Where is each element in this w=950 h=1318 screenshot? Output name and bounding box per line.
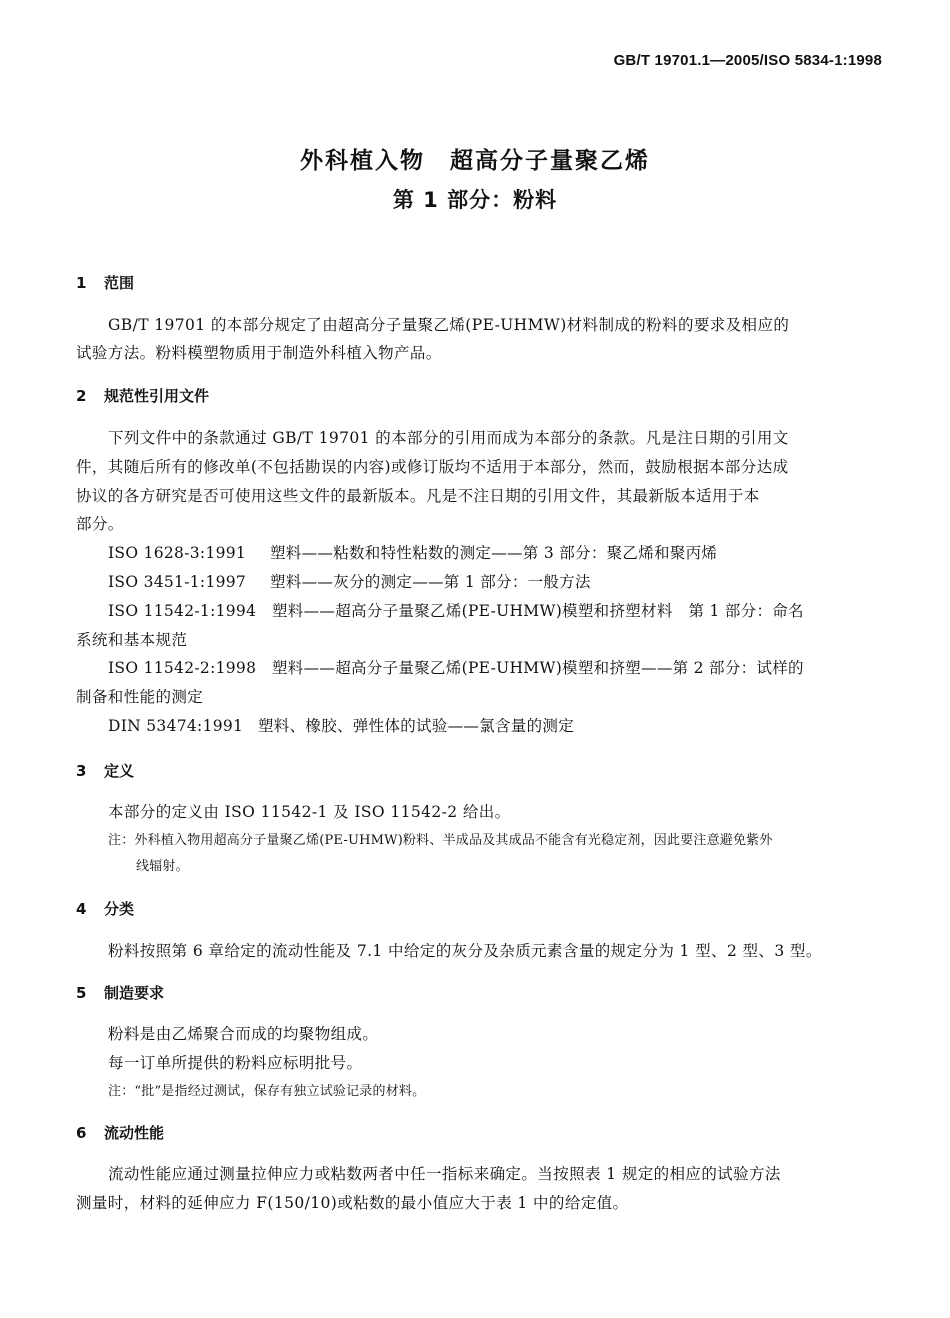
section-heading-6 <box>76 1122 164 1143</box>
note-line: 注：外科植入物用超高分子量聚乙烯(PE-UHMW)粉料、半成品及其成品不能含有光稳定剂，因此要注意避免紫外 <box>108 833 773 848</box>
paragraph-line: 本部分的定义由 ISO 11542-1 及 ISO 11542-2 给出。 <box>108 803 511 821</box>
paragraph-line: 件，其随后所有的修改单(不包括勘误的内容)或修订版均不适用于本部分，然而，鼓励根据本部分达成 <box>76 458 789 476</box>
paragraph-line: GB/T 19701 的本部分规定了由超高分子量聚乙烯(PE-UHMW)材料制成的粉料的要求及相应的 <box>108 316 790 334</box>
reference-title: 塑料——超高分子量聚乙烯(PE-UHMW)模塑和挤塑材料 第 1 部分：命名 <box>272 602 804 620</box>
paragraph-line: 协议的各方研究是否可使用这些文件的最新版本。凡是不注日期的引用文件，其最新版本适用于本 <box>76 487 760 505</box>
paragraph-line: 试验方法。粉料模塑物质用于制造外科植入物产品。 <box>76 344 442 362</box>
reference-item <box>108 656 804 678</box>
section-number: 5 <box>76 984 87 1002</box>
section-heading-2 <box>76 385 209 406</box>
reference-title: 塑料——粘数和特性粘数的测定——第 3 部分：聚乙烯和聚丙烯 <box>270 544 718 562</box>
paragraph-line: 粉料是由乙烯聚合而成的均聚物组成。 <box>108 1025 379 1043</box>
reference-code: ISO 11542-1:1994 <box>108 602 257 620</box>
section-title: 分类 <box>104 900 135 918</box>
section-number: 3 <box>76 762 87 780</box>
paragraph-line: 每一订单所提供的粉料应标明批号。 <box>108 1054 363 1072</box>
paragraph-line: 测量时，材料的延伸应力 F(150/10)或粘数的最小值应大于表 1 中的给定值。 <box>76 1194 629 1212</box>
note-line: 注：“批”是指经过测试，保存有独立试验记录的材料。 <box>108 1084 426 1099</box>
reference-item <box>108 570 591 592</box>
section-heading-4 <box>76 898 134 919</box>
reference-item <box>108 714 574 736</box>
section-title: 流动性能 <box>104 1124 165 1142</box>
section-heading-1 <box>76 272 134 293</box>
section-number: 6 <box>76 1124 87 1142</box>
reference-code: ISO 1628-3:1991 <box>108 544 247 562</box>
reference-code: ISO 11542-2:1998 <box>108 659 257 677</box>
document-title: 外科植入物 超高分子量聚乙烯 <box>300 148 650 174</box>
standard-number: GB/T 19701.1—2005/ISO 5834-1:1998 <box>613 52 882 69</box>
section-heading-5 <box>76 982 164 1003</box>
reference-title: 塑料、橡胶、弹性体的试验——氯含量的测定 <box>258 717 575 735</box>
reference-title: 塑料——灰分的测定——第 1 部分：一般方法 <box>270 573 591 591</box>
paragraph-line: 部分。 <box>76 515 124 533</box>
section-number: 1 <box>76 274 87 292</box>
reference-title: 塑料——超高分子量聚乙烯(PE-UHMW)模塑和挤塑——第 2 部分：试样的 <box>272 659 804 677</box>
section-number: 2 <box>76 387 87 405</box>
paragraph-line: 粉料按照第 6 章给定的流动性能及 7.1 中给定的灰分及杂质元素含量的规定分为 1 型、2 型、3 型。 <box>108 942 822 960</box>
reference-item <box>108 541 717 563</box>
section-title: 规范性引用文件 <box>104 387 210 405</box>
reference-code: ISO 3451-1:1997 <box>108 573 247 591</box>
document-subtitle: 第 1 部分：粉料 <box>392 188 558 212</box>
section-number: 4 <box>76 900 87 918</box>
reference-continuation: 系统和基本规范 <box>76 631 188 649</box>
reference-code: DIN 53474:1991 <box>108 717 244 735</box>
reference-item <box>108 599 804 621</box>
reference-continuation: 制备和性能的测定 <box>76 688 204 706</box>
section-title: 定义 <box>104 762 135 780</box>
note-line: 线辐射。 <box>136 859 189 874</box>
section-title: 制造要求 <box>104 984 165 1002</box>
section-heading-3 <box>76 760 134 781</box>
paragraph-line: 流动性能应通过测量拉伸应力或粘数两者中任一指标来确定。当按照表 1 规定的相应的试验方法 <box>108 1165 781 1183</box>
section-title: 范围 <box>104 274 135 292</box>
paragraph-line: 下列文件中的条款通过 GB/T 19701 的本部分的引用而成为本部分的条款。凡是注日期的引用文 <box>108 429 789 447</box>
